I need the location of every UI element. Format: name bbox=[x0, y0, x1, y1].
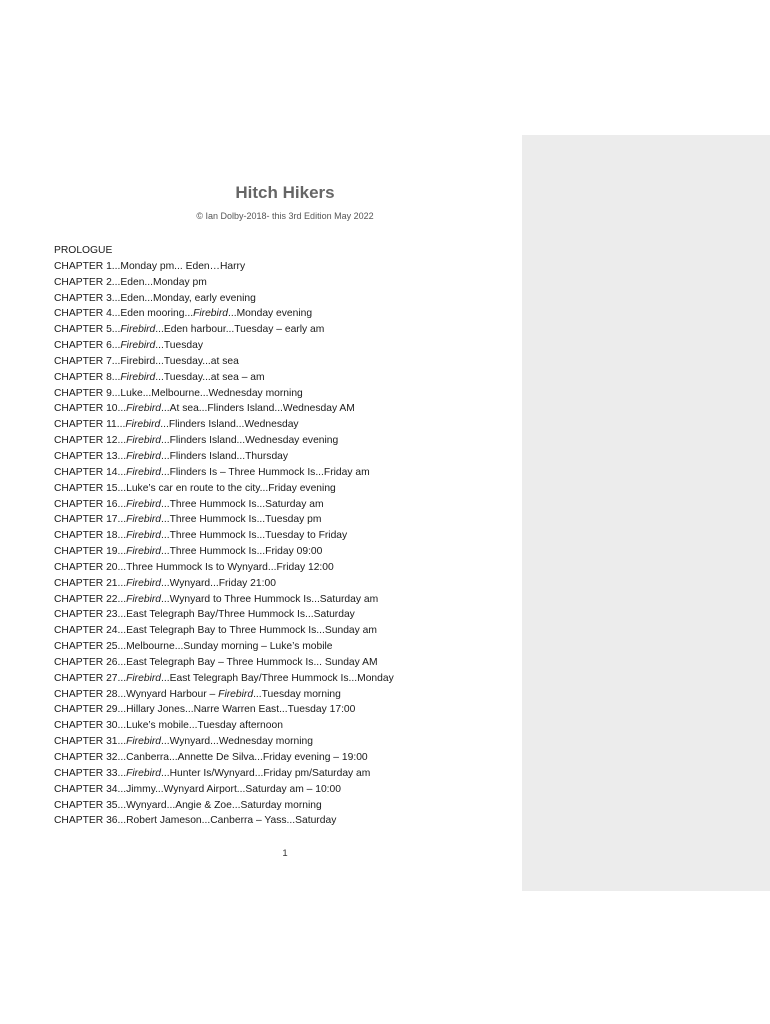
toc-entry-text: ...Eden harbour...Tuesday – early am bbox=[155, 324, 325, 336]
toc-entry-text: CHAPTER 11... bbox=[54, 419, 126, 431]
toc-entry-text: CHAPTER 34...Jimmy...Wynyard Airport...Saturday am – 10:00 bbox=[54, 783, 341, 795]
toc-entry-text: ...Flinders Island...Wednesday bbox=[160, 419, 299, 431]
toc-entry-chapter-25 bbox=[54, 639, 514, 655]
toc-entry-text: ...Three Hummock Is...Tuesday to Friday bbox=[161, 530, 348, 542]
toc-entry-chapter-24 bbox=[54, 623, 514, 639]
toc-entry-text: CHAPTER 5... bbox=[54, 324, 121, 336]
toc-entry-chapter-4 bbox=[54, 306, 514, 322]
toc-entry-text: ...Wynyard to Three Hummock Is...Saturday am bbox=[161, 593, 379, 605]
toc-entry-italic-text: Firebird bbox=[193, 308, 228, 320]
toc-entry-italic-text: Firebird bbox=[126, 450, 162, 462]
toc-entry-chapter-28 bbox=[54, 687, 514, 703]
toc-entry-text: ...East Telegraph Bay/Three Hummock Is...Monday bbox=[161, 672, 394, 684]
toc-entry-text: PROLOGUE bbox=[54, 245, 113, 256]
toc-entry-text: CHAPTER 24...East Telegraph Bay to Three Hummock Is...Sunday am bbox=[54, 625, 377, 637]
toc-entry-text: CHAPTER 2...Eden...Monday pm bbox=[54, 276, 207, 288]
toc-entry-chapter-2 bbox=[54, 275, 514, 291]
toc-entry-italic-text: Firebird bbox=[126, 672, 162, 684]
toc-entry-text: CHAPTER 18... bbox=[54, 530, 127, 542]
toc-entry-chapter-23 bbox=[54, 607, 514, 623]
toc-entry-italic-text: Firebird bbox=[218, 688, 254, 700]
toc-entry-text: CHAPTER 36...Robert Jameson...Canberra – Yass...Saturday bbox=[54, 815, 337, 827]
toc-entry-text: CHAPTER 30...Luke’s mobile...Tuesday afternoon bbox=[54, 720, 283, 732]
toc-entry-text: CHAPTER 25...Melbourne...Sunday morning – Luke’s mobile bbox=[54, 641, 333, 653]
toc-entry-text: CHAPTER 10... bbox=[54, 403, 127, 415]
toc-entry-italic-text: Firebird bbox=[125, 419, 161, 431]
toc-entry-text: ...Wynyard...Friday 21:00 bbox=[161, 577, 276, 589]
toc-entry-chapter-6 bbox=[54, 338, 514, 354]
toc-entry-text: CHAPTER 23...East Telegraph Bay/Three Hummock Is...Saturday bbox=[54, 609, 355, 621]
comment-margin-panel bbox=[522, 135, 770, 891]
table-of-contents bbox=[54, 243, 514, 829]
toc-entry-chapter-36 bbox=[54, 813, 514, 829]
toc-entry-chapter-20 bbox=[54, 560, 514, 576]
toc-entry-text: CHAPTER 7...Firebird...Tuesday...at sea bbox=[54, 355, 239, 367]
toc-entry-text: ...Flinders Is – Three Hummock Is...Friday am bbox=[161, 466, 370, 478]
toc-entry-chapter-21 bbox=[54, 576, 514, 592]
toc-entry-text: CHAPTER 32...Canberra...Annette De Silva...Friday evening – 19:00 bbox=[54, 752, 368, 763]
toc-entry-text: ...Flinders Island...Thursday bbox=[161, 450, 289, 462]
toc-entry-text: CHAPTER 31... bbox=[54, 736, 127, 748]
toc-entry-chapter-19 bbox=[54, 544, 514, 560]
toc-entry-chapter-29 bbox=[54, 702, 514, 718]
toc-entry-chapter-9 bbox=[54, 386, 514, 402]
toc-entry-text: CHAPTER 35...Wynyard...Angie & Zoe...Saturday morning bbox=[54, 799, 322, 811]
toc-entry-text: CHAPTER 3...Eden...Monday, early evening bbox=[54, 292, 256, 304]
toc-entry-text: ...At sea...Flinders Island...Wednesday AM bbox=[161, 403, 355, 415]
toc-entry-chapter-15 bbox=[54, 481, 514, 497]
toc-entry-text: CHAPTER 17... bbox=[54, 514, 127, 526]
toc-entry-text: ...Tuesday bbox=[155, 340, 203, 352]
toc-entry-chapter-16 bbox=[54, 497, 514, 513]
toc-entry-text: ...Three Hummock Is...Tuesday pm bbox=[161, 514, 322, 526]
toc-entry-text: ...Tuesday morning bbox=[253, 688, 341, 700]
toc-entry-chapter-7 bbox=[54, 354, 514, 370]
toc-entry-text: CHAPTER 8... bbox=[54, 371, 121, 383]
toc-entry-italic-text: Firebird bbox=[126, 577, 162, 589]
toc-entry-prologue bbox=[54, 243, 514, 259]
toc-entry-text: CHAPTER 13... bbox=[54, 450, 127, 462]
toc-entry-chapter-26 bbox=[54, 655, 514, 671]
toc-entry-chapter-1 bbox=[54, 259, 514, 275]
toc-entry-text: CHAPTER 20...Three Hummock Is to Wynyard...Friday 12:00 bbox=[54, 561, 334, 573]
toc-entry-chapter-10 bbox=[54, 401, 514, 417]
toc-entry-text: ...Tuesday...at sea – am bbox=[155, 371, 265, 383]
toc-entry-italic-text: Firebird bbox=[126, 593, 162, 605]
toc-entry-chapter-12 bbox=[54, 433, 514, 449]
toc-entry-text: CHAPTER 28...Wynyard Harbour – bbox=[54, 688, 219, 700]
toc-entry-chapter-3 bbox=[54, 291, 514, 307]
copyright-line: © Ian Dolby-2018- this 3rd Edition May 2022 bbox=[196, 211, 374, 221]
toc-entry-italic-text: Firebird bbox=[126, 546, 162, 558]
toc-entry-italic-text: Firebird bbox=[120, 371, 156, 383]
toc-entry-text: CHAPTER 19... bbox=[54, 546, 127, 558]
toc-entry-text: CHAPTER 16... bbox=[54, 498, 127, 510]
toc-entry-italic-text: Firebird bbox=[126, 498, 162, 510]
toc-entry-text: CHAPTER 29...Hillary Jones...Narre Warren East...Tuesday 17:00 bbox=[54, 704, 356, 716]
toc-entry-text: CHAPTER 1...Monday pm... Eden…Harry bbox=[54, 260, 246, 272]
toc-entry-italic-text: Firebird bbox=[126, 736, 162, 748]
toc-entry-chapter-34 bbox=[54, 782, 514, 798]
toc-entry-text: CHAPTER 4...Eden mooring... bbox=[54, 308, 194, 320]
toc-entry-text: CHAPTER 22... bbox=[54, 593, 127, 605]
toc-entry-chapter-17 bbox=[54, 512, 514, 528]
page-number: 1 bbox=[282, 848, 288, 859]
toc-entry-chapter-13 bbox=[54, 449, 514, 465]
toc-entry-chapter-14 bbox=[54, 465, 514, 481]
toc-entry-chapter-30 bbox=[54, 718, 514, 734]
toc-entry-text: CHAPTER 9...Luke...Melbourne...Wednesday morning bbox=[54, 387, 303, 399]
toc-entry-chapter-33 bbox=[54, 766, 514, 782]
toc-entry-text: CHAPTER 27... bbox=[54, 672, 127, 684]
toc-entry-chapter-22 bbox=[54, 592, 514, 608]
toc-entry-italic-text: Firebird bbox=[120, 324, 156, 336]
toc-entry-chapter-27 bbox=[54, 671, 514, 687]
toc-entry-italic-text: Firebird bbox=[126, 514, 162, 526]
toc-entry-text: ...Three Hummock Is...Friday 09:00 bbox=[161, 546, 323, 558]
toc-entry-chapter-8 bbox=[54, 370, 514, 386]
toc-entry-text: CHAPTER 14... bbox=[54, 466, 127, 478]
toc-entry-italic-text: Firebird bbox=[126, 530, 162, 542]
toc-entry-text: CHAPTER 6... bbox=[54, 340, 121, 352]
toc-entry-text: CHAPTER 15...Luke’s car en route to the city...Friday evening bbox=[54, 482, 336, 494]
toc-entry-text: ...Wynyard...Wednesday morning bbox=[161, 736, 313, 748]
toc-entry-text: CHAPTER 21... bbox=[54, 577, 127, 589]
toc-entry-chapter-5 bbox=[54, 322, 514, 338]
toc-entry-text: ...Hunter Is/Wynyard...Friday pm/Saturday am bbox=[161, 767, 371, 779]
toc-entry-italic-text: Firebird bbox=[126, 435, 162, 447]
toc-entry-chapter-35 bbox=[54, 798, 514, 814]
toc-entry-chapter-31 bbox=[54, 734, 514, 750]
toc-entry-text: CHAPTER 12... bbox=[54, 435, 127, 447]
toc-entry-italic-text: Firebird bbox=[126, 466, 162, 478]
toc-entry-italic-text: Firebird bbox=[126, 403, 162, 415]
toc-entry-text: CHAPTER 33... bbox=[54, 767, 127, 779]
toc-entry-chapter-11 bbox=[54, 417, 514, 433]
toc-entry-chapter-18 bbox=[54, 528, 514, 544]
toc-entry-text: ...Monday evening bbox=[227, 308, 313, 320]
toc-entry-chapter-32 bbox=[54, 750, 514, 766]
toc-entry-text: CHAPTER 26...East Telegraph Bay – Three Hummock Is... Sunday AM bbox=[54, 656, 378, 668]
toc-entry-text: ...Flinders Island...Wednesday evening bbox=[161, 435, 339, 447]
toc-entry-italic-text: Firebird bbox=[120, 340, 156, 352]
document-title: Hitch Hikers bbox=[235, 183, 335, 202]
toc-entry-text: ...Three Hummock Is...Saturday am bbox=[161, 498, 324, 510]
toc-entry-italic-text: Firebird bbox=[126, 767, 162, 779]
